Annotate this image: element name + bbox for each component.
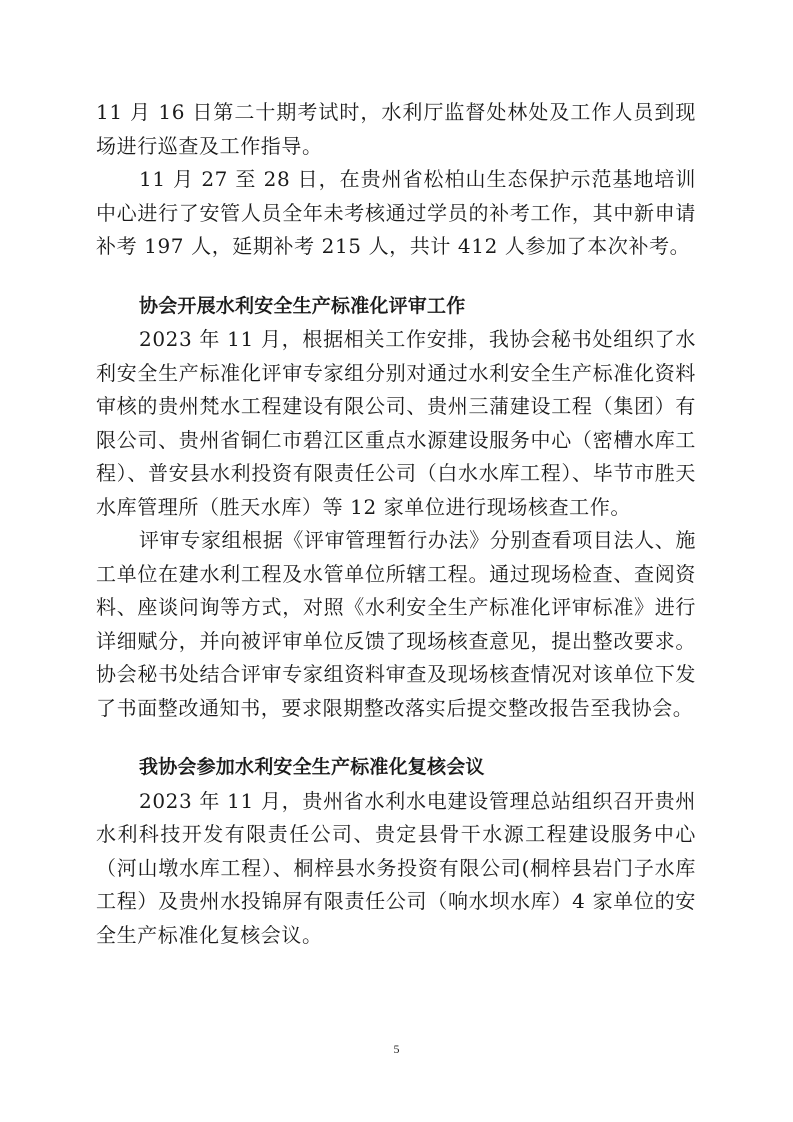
body-paragraph: 11 月 16 日第二十期考试时，水利厅监督处林处及工作人员到现场进行巡查及工作指导。	[96, 100, 696, 158]
section-review-meeting	[96, 751, 696, 952]
body-paragraph: 2023 年 11 月，贵州省水利水电建设管理总站组织召开贵州水利科技开发有限责任公司、贵定县骨干水源工程建设服务中心（河山墩水库工程）、桐梓县水务投资有限公司(桐梓县岩门子水库工程）及贵州水投锦屏有限责任公司（响水坝水库）4 家单位的安全生产标准化复核会议。	[96, 788, 696, 947]
page-number: 5	[393, 1042, 400, 1056]
section-heading: 协会开展水利安全生产标准化评审工作	[139, 294, 466, 317]
document-page	[96, 96, 696, 952]
section-standardization-review	[96, 290, 696, 726]
body-paragraph: 评审专家组根据《评审管理暂行办法》分别查看项目法人、施工单位在建水利工程及水管单位所辖工程。通过现场检查、查阅资料、座谈问询等方式，对照《水利安全生产标准化评审标准》进行详细赋分，并向被评审单位反馈了现场核查意见，提出整改要求。协会秘书处结合评审专家组资料审查及现场核查情况对该单位下发了书面整改通知书，要求限期整改落实后提交整改报告至我协会。	[96, 528, 696, 720]
body-paragraph: 2023 年 11 月，根据相关工作安排，我协会秘书处组织了水利安全生产标准化评审专家组分别对通过水利安全生产标准化资料审核的贵州梵水工程建设有限公司、贵州三蒲建设工程（集团）有限公司、贵州省铜仁市碧江区重点水源建设服务中心（密槽水库工程）、普安县水利投资有限责任公司（白水水库工程）、毕节市胜天水库管理所（胜天水库）等 12 家单位进行现场核查工作。	[96, 327, 696, 519]
section-heading: 我协会参加水利安全生产标准化复核会议	[139, 756, 485, 778]
intro-block	[96, 96, 696, 264]
body-paragraph: 11 月 27 至 28 日，在贵州省松柏山生态保护示范基地培训中心进行了安管人员全年未考核通过学员的补考工作，其中新申请补考 197 人，延期补考 215 人，共计 412 人参加了本次补考。	[96, 167, 696, 258]
